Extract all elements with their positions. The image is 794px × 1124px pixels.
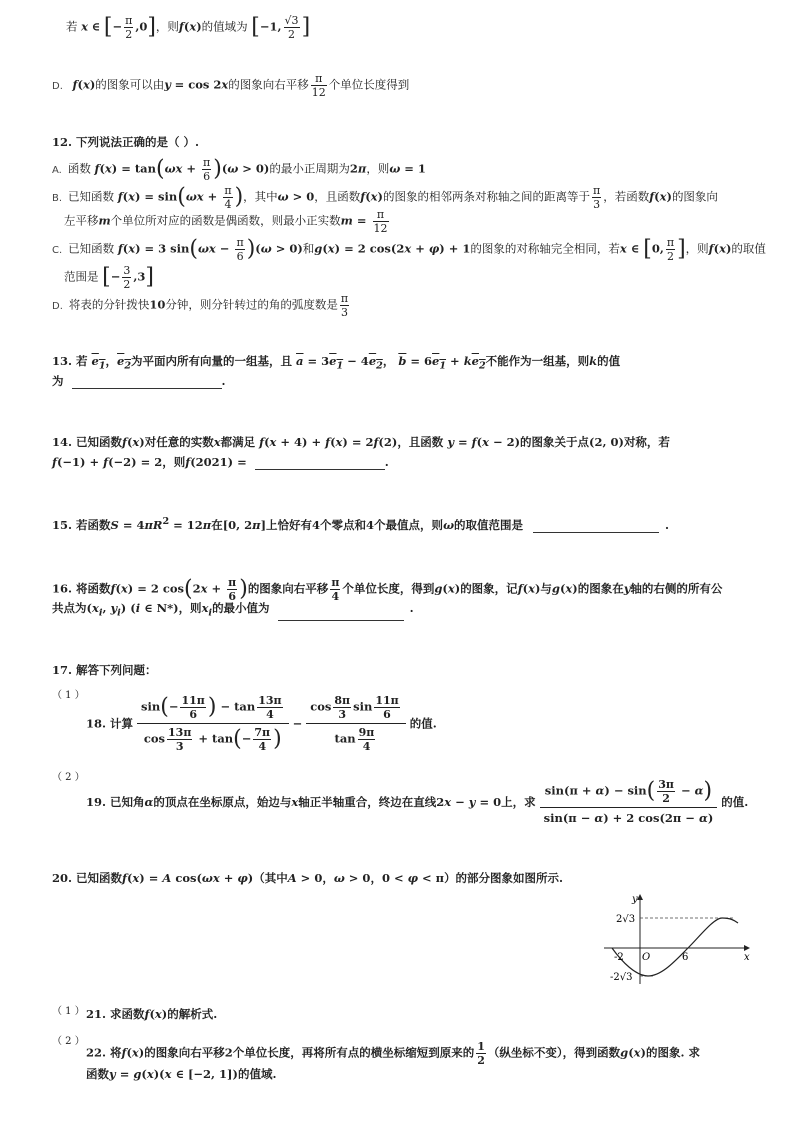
x-axis-label: x: [744, 952, 750, 963]
q12-option-b: B. 已知函数 f(x) = sin(ωx + $\frac{\pi}{4}$ )，其中ω > 0，且函数f(x)的图象的相邻两条对称轴之间的距离等于 $\frac{\pi}{3}$ ，若函数f(x)的图象向: [52, 184, 718, 211]
q13-answer-blank[interactable]: [72, 376, 222, 389]
y-axis-arrow: [637, 894, 643, 900]
q22-line1: 22. 将f(x)的图象向右平移2个单位长度，再将所有点的横坐标缩短到原来的 $\frac{1}{2}$ （纵坐标不变），得到函数g(x)的图象. 求: [86, 1040, 700, 1067]
x-neg2-label: -2: [614, 952, 624, 963]
option-c-continuation: 若 x ∈ [− $\frac{\pi}{2}$ ,0]，则f(x)的值域为 [−1, $\frac{√3}{2}$ ]: [66, 14, 311, 41]
q19-line: 19. 已知角α的顶点在坐标原点，始边与x轴正半轴重合，终边在直线2x − y = 0上，求 sin(π + α) − sin( $\frac{3\pi}{2}$ − α) sin(π − α) + 2 cos(2π − α) 的值.: [86, 778, 749, 825]
q22-line2: 函数y = g(x)(x ∈ [−2, 1])的值域.: [86, 1067, 277, 1081]
q20-part2-label: （ 2 ）: [52, 1036, 85, 1047]
q15-line: 15. 若函数$S = 4\pi R^2 = 12\pi$在[0, 2π]上恰好有4个零点和4个最值点，则ω的取值范围是 .: [52, 516, 670, 532]
q14-line1: 14. 已知函数f(x)对任意的实数x都满足 f(x + 4) + f(x) = 2f(2)，且函数 y = f(x − 2)的图象关于点(2, 0)对称，若: [52, 435, 670, 449]
function-graph: [596, 890, 752, 988]
q17-stem: 17. 解答下列问题：: [52, 663, 157, 677]
y-max-label: 2√3: [616, 914, 636, 925]
q21-line: 21. 求函数f(x)的解析式.: [86, 1007, 218, 1021]
origin-label: O: [642, 952, 651, 963]
q17-part1-label: （ 1 ）: [52, 690, 85, 701]
x-6-label: 6: [682, 952, 689, 963]
q14-answer-blank[interactable]: [255, 457, 385, 470]
q12-stem: 12. 下列说法正确的是（ ）.: [52, 135, 200, 149]
x-axis-arrow: [744, 945, 750, 951]
q16-answer-blank[interactable]: [278, 608, 404, 621]
q16-line1: 16. 将函数f(x) = 2 cos(2x + $\frac{\pi}{6}$ )的图象向右平移 $\frac{\pi}{4}$ 个单位长度，得到g(x)的图象，记f(x)与g(x)的图象在y轴的右侧的所有公: [52, 576, 723, 603]
q12-option-a: A. 函数 f(x) = tan(ωx + $\frac{\pi}{6}$ )(ω > 0)的最小正周期为2π，则ω = 1: [52, 156, 426, 183]
q13-line1: 13. 若 $e_1$，$e_2$为平面内所有向量的一组基，且 $\overline{a} = 3e_1 - 4e_2$， $\overline{b} = 6e_1 + ke_2$不能作为一组基，则k的值: [52, 354, 621, 372]
option-d-top: D. f(x)的图象可以由y = cos 2x的图象向右平移 $\frac{\pi}{12}$ 个单位长度得到: [52, 72, 410, 99]
q13-line2: 为 .: [52, 374, 226, 388]
cosine-curve: [612, 918, 738, 976]
q12-option-c: C. 已知函数 f(x) = 3 sin(ωx − $\frac{\pi}{6}$ )(ω > 0)和g(x) = 2 cos(2x + φ) + 1的图象的对称轴完全相同，若x ∈ [0, $\frac{\pi}{2}$ ]，则f(x)的取值: [52, 236, 766, 263]
q16-line2: 共点为($x_i$, $y_i$) (i ∈ N*)，则$x_i$的最小值为 .: [52, 600, 414, 621]
q14-line2: f(−1) + f(−2) = 2，则f(2021) = .: [52, 455, 389, 469]
y-min-label: -2√3: [610, 972, 633, 983]
q17-part2-label: （ 2 ）: [52, 772, 85, 783]
q20-part1-label: （ 1 ）: [52, 1006, 85, 1017]
y-axis-label: y: [632, 894, 638, 905]
q12-option-c-line2: 范围是 [− $\frac{3}{2}$ ,3]: [64, 264, 154, 291]
q20-stem: 20. 已知函数f(x) = A cos(ωx + φ)（其中A > 0，ω > 0，0 < φ < π）的部分图象如图所示.: [52, 871, 564, 885]
q12-option-d: D. 将表的分针拨快10分钟，则分针转过的角的弧度数是 $\frac{\pi}{3}$: [52, 292, 349, 319]
q18-line: 18. 计算 sin(− $\frac{11\pi}{6}$ ) − tan $\frac{13\pi}{4}$ cos $\frac{13\pi}{3}$ + tan(− $\frac{7\pi}{4}$ ) − cos $\frac{8\pi}{3}$ sin $\frac{11\pi}{6}$ tan $\frac{9\pi}{4}$ 的值.: [86, 694, 437, 753]
q12-option-b-line2: 左平移m个单位所对应的函数是偶函数，则最小正实数m = $\frac{\pi}{12}$: [64, 208, 388, 235]
q15-answer-blank[interactable]: [533, 520, 659, 533]
